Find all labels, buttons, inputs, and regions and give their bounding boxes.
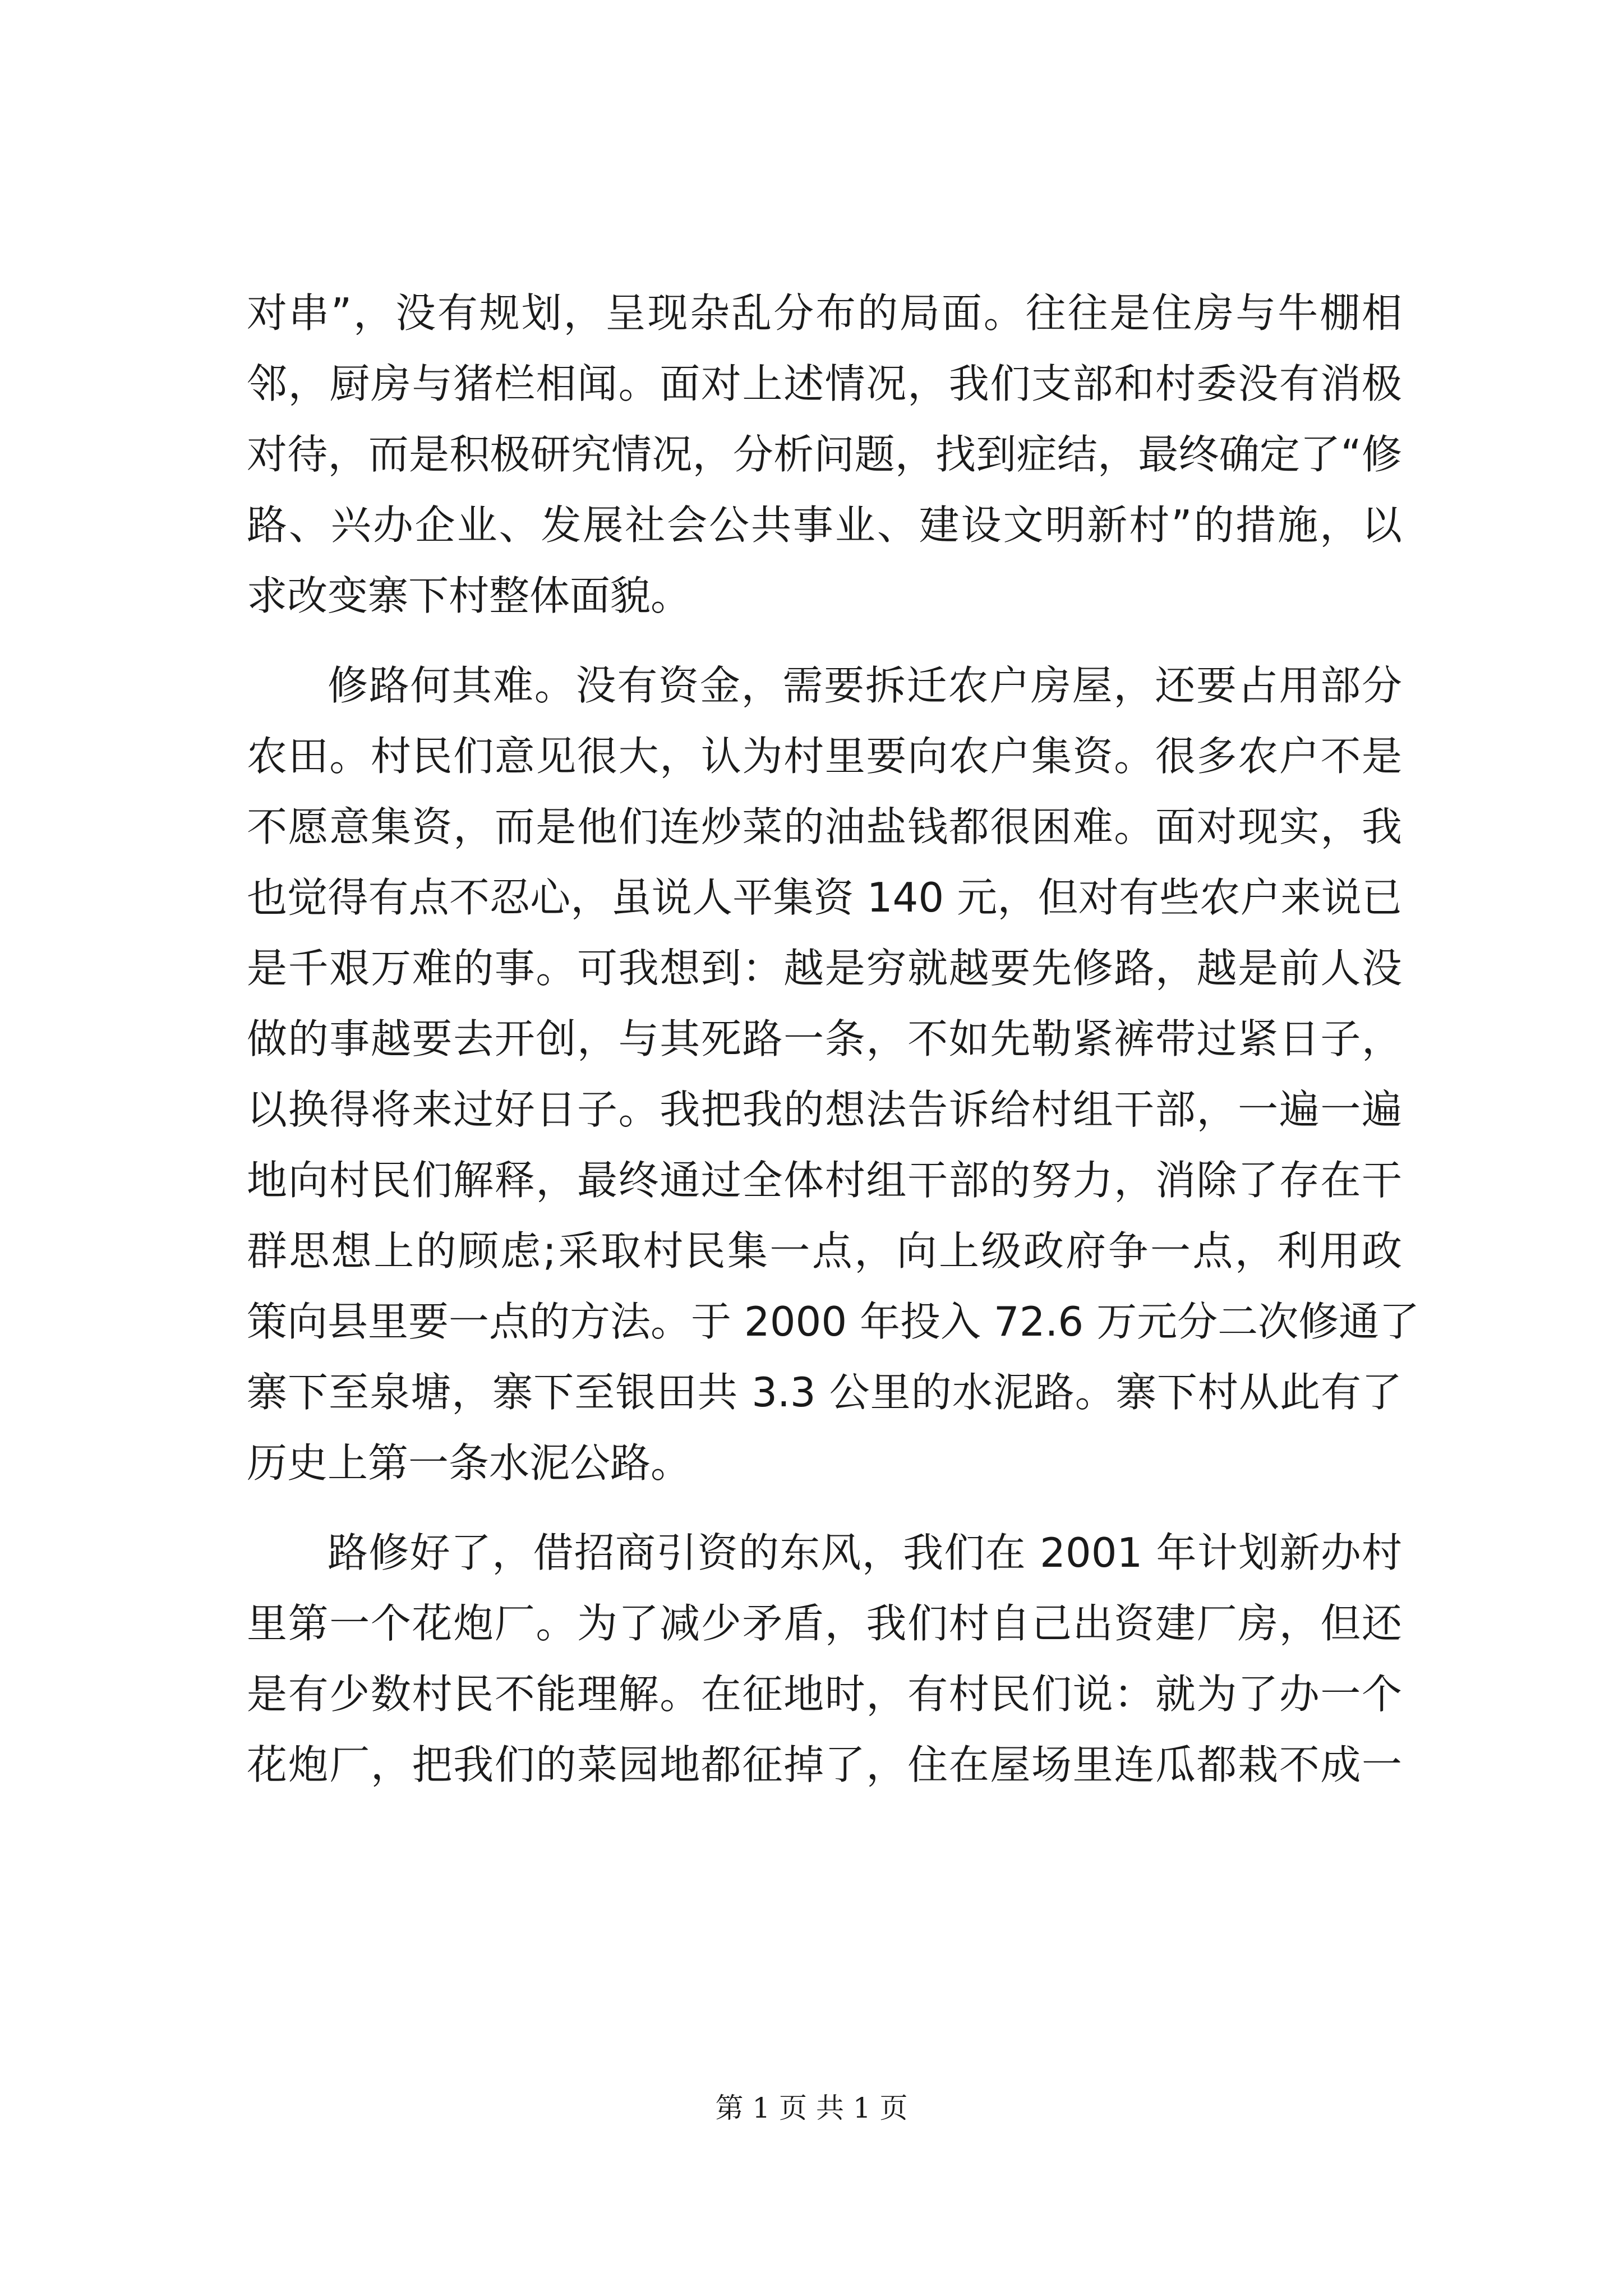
text-line: 是有少数村民不能理解。在征地时，有村民们说：就为了办一个 bbox=[247, 1671, 1402, 1718]
text-line: 花炮厂，把我们的菜园地都征掉了，住在屋场里连瓜都栽不成一 bbox=[247, 1741, 1402, 1788]
text-line: 是千艰万难的事。可我想到：越是穷就越要先修路，越是前人没 bbox=[247, 945, 1402, 992]
paragraph-gap bbox=[247, 631, 1402, 650]
text-line: 对待，而是积极研究情况，分析问题，找到症结，最终确定了“修 bbox=[247, 431, 1402, 478]
page-number-label: 第 1 页 共 1 页 bbox=[715, 2092, 908, 2124]
text-line: 策向县里要一点的方法。于 2000 年投入 72.6 万元分二次修通了 bbox=[247, 1298, 1420, 1345]
text-line: 不愿意集资，而是他们连炒菜的油盐钱都很困难。面对现实，我 bbox=[247, 803, 1402, 850]
text-line: 历史上第一条水泥公路。 bbox=[247, 1439, 691, 1487]
text-line: 群思想上的顾虑;采取村民集一点，向上级政府争一点，利用政 bbox=[247, 1227, 1402, 1274]
text-line: 农田。村民们意见很大，认为村里要向农户集资。很多农户不是 bbox=[247, 733, 1402, 780]
text-line: 路、兴办企业、发展社会公共事业、建设文明新村”的措施，以 bbox=[247, 501, 1402, 549]
text-line: 求改变寨下村整体面貌。 bbox=[247, 572, 691, 619]
paragraph-gap bbox=[247, 1498, 1402, 1517]
text-line: 寨下至泉塘，寨下至银田共 3.3 公里的水泥路。寨下村从此有了 bbox=[247, 1369, 1402, 1416]
text-line: 修路何其难。没有资金，需要拆迁农户房屋，还要占用部分 bbox=[328, 662, 1402, 709]
page-footer bbox=[0, 2091, 1623, 2125]
text-line: 里第一个花炮厂。为了减少矛盾，我们村自己出资建厂房，但还 bbox=[247, 1600, 1402, 1647]
paragraph-3 bbox=[247, 1517, 1402, 1800]
text-line: 地向村民们解释，最终通过全体村组干部的努力，消除了存在干 bbox=[247, 1157, 1402, 1204]
text-line: 对串”，没有规划，呈现杂乱分布的局面。往往是住房与牛棚相 bbox=[247, 289, 1402, 337]
text-line: 也觉得有点不忍心，虽说人平集资 140 元，但对有些农户来说已 bbox=[247, 874, 1402, 921]
document-body bbox=[247, 278, 1420, 1800]
text-line: 以换得将来过好日子。我把我的想法告诉给村组干部，一遍一遍 bbox=[247, 1086, 1402, 1133]
paragraph-1 bbox=[247, 278, 1402, 631]
text-line: 做的事越要去开创，与其死路一条，不如先勒紧裤带过紧日子， bbox=[247, 1015, 1402, 1062]
paragraph-2 bbox=[247, 650, 1420, 1498]
text-line: 邻，厨房与猪栏相闻。面对上述情况，我们支部和村委没有消极 bbox=[247, 360, 1402, 407]
text-line: 路修好了，借招商引资的东风，我们在 2001 年计划新办村 bbox=[328, 1529, 1402, 1576]
